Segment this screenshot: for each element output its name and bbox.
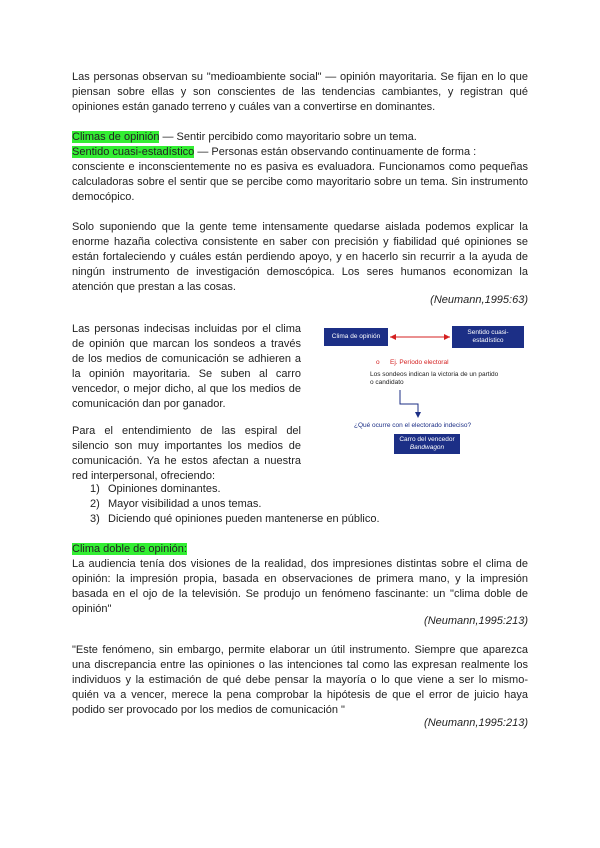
question-text: ¿Qué ocurre con el electorado indeciso? xyxy=(354,422,472,429)
example-label: Ej. Período electoral xyxy=(390,359,449,366)
sentido-term: Sentido cuasi-estadístico xyxy=(72,146,195,158)
bandwagon-line-2: Bandwagon xyxy=(409,444,445,451)
doble-paragraph: La audiencia tenía dos visiones de la realidad, dos impresiones distintas sobre el clima de opinión: la impresión propia, basada en observaciones de primera mano, y la impresión basada en el ojo de la televisión. Se produjo un fenómeno fascinante: un "clima doble de opinión" xyxy=(72,558,528,615)
sondeos-text: Los sondeos indican la victoria de un partido o candidato xyxy=(370,371,499,386)
arrow-head-left xyxy=(390,334,396,340)
indecisas-paragraph: Las personas indecisas incluidas por el clima de opinión que marcan los sondeos a través de los medios de comunicación se adhieren a la opinión mayoritaria. Se suben al carro vencedor, o mejor dicho, al que los medios de comunicación dan por ganador. xyxy=(72,323,301,410)
espiral-paragraph: Para el entendimiento de las espiral del silencio son muy importantes los medios de comunicación. Ya he estos afectan a nuestra red interpersonal, ofreciendo: xyxy=(72,425,301,482)
citation-2: (Neumann,1995:213) xyxy=(424,615,528,627)
bandwagon-line-1: Carro del vencedor xyxy=(399,436,455,443)
list-item: 3) Diciendo qué opiniones pueden mantenerse en público. xyxy=(90,513,380,525)
sentido-box: Sentido cuasi-estadístico xyxy=(452,326,524,348)
intro-paragraph: Las personas observan su "medioambiente social" — opinión mayoritaria. Se fijan en lo que piensan sobre ellas y son conscientes de las tendencias cambiantes, y registran qué opiniones están ganado terreno y cuáles van a convertirse en dominantes. xyxy=(72,71,528,113)
climas-term: Climas de opinión xyxy=(72,131,160,143)
offer-list xyxy=(72,482,412,527)
doble-heading xyxy=(72,542,528,557)
sentido-def: — Personas están observando continuamente de forma : xyxy=(194,146,477,158)
clima-box: Clima de opinión xyxy=(324,328,388,346)
bandwagon-diagram xyxy=(320,322,528,456)
sentido-definition xyxy=(72,145,528,160)
quote-paragraph: "Este fenómeno, sin embargo, permite elaborar un útil instrumento. Siempre que aparezca una discrepancia entre las opiniones o las intenciones tal como las expresan realmente los individuos y la estimación de qué debe pensar la mayoría o lo que viene a ser lo mismo-quién va a vencer, merece la pena comprobar la hipótesis de que el error de juicio haya podido ser provocado por los medios de comunicación " xyxy=(72,644,528,716)
list-item: 1) Opiniones dominantes. xyxy=(90,483,221,495)
list-item: 2) Mayor visibilidad a unos temas. xyxy=(90,498,262,510)
citation-3: (Neumann,1995:213) xyxy=(424,717,528,729)
arrow-head-right xyxy=(444,334,450,340)
flow-arrow-head xyxy=(415,412,421,418)
solo-paragraph: Solo suponiendo que la gente teme intensamente quedarse aislada podemos explicar la enorme hazaña colectiva consistente en saber con precisión y fiabilidad qué opiniones se están fortaleciendo y cuáles están perdiendo apoyo, y en hacerlo sin recurrir a la ayuda de ningún instrumento de investigación demoscópica. Los seres humanos economizan la atención que prestan a las cosas. xyxy=(72,221,528,293)
sentido-paragraph: consciente e inconscientemente no es pasiva es evaluadora. Funcionamos como pequeñas calculadoras sobre el sentir que se percibe como mayoritario sobre un tema. Sin instrumento democópico. xyxy=(72,161,528,203)
bandwagon-box xyxy=(394,434,460,454)
citation-1: (Neumann,1995:63) xyxy=(430,294,528,306)
climas-definition xyxy=(72,130,528,145)
doble-term: Clima doble de opinión: xyxy=(72,543,187,555)
climas-def: — Sentir percibido como mayoritario sobre un tema. xyxy=(159,131,417,143)
example-bullet: o xyxy=(376,359,380,366)
